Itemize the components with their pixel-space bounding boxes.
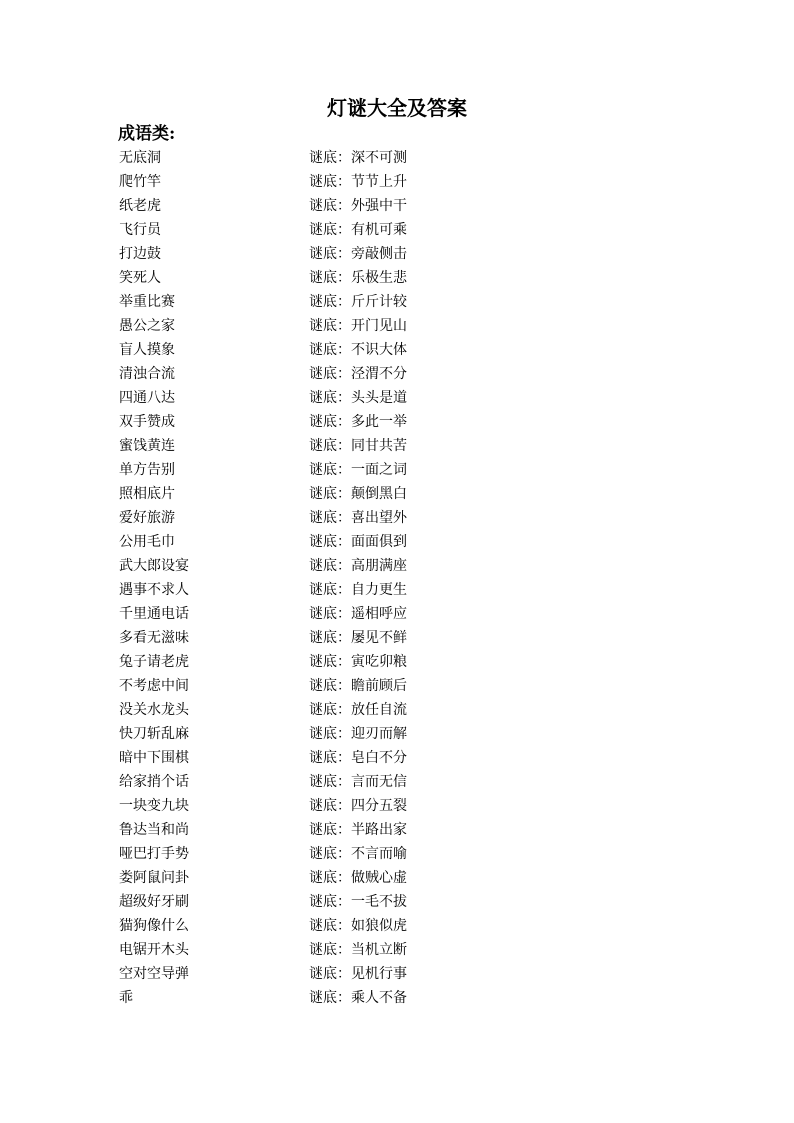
answer-prefix: 谜底： [309,678,351,694]
riddle-question: 爬竹竿 [119,174,161,190]
riddle-row [119,890,539,914]
answer-prefix: 谜底： [309,990,351,1006]
answer-text: 不言而喻 [351,846,407,862]
riddle-question: 单方告别 [119,462,175,478]
answer-prefix: 谜底： [309,894,351,910]
answer-prefix: 谜底： [309,270,351,286]
riddle-question: 四通八达 [119,390,175,406]
answer-prefix: 谜底： [309,630,351,646]
riddle-row [119,650,539,674]
riddle-question: 乖 [119,990,133,1006]
riddle-row [119,842,539,866]
riddle-question: 愚公之家 [119,318,175,334]
riddle-answer [309,242,407,266]
answer-text: 开门见山 [351,318,407,334]
riddle-answer [309,266,407,290]
answer-text: 迎刃而解 [351,726,407,742]
riddle-row [119,530,539,554]
riddle-row [119,818,539,842]
riddle-answer [309,554,407,578]
riddle-question: 清浊合流 [119,366,175,382]
riddle-answer [309,530,407,554]
riddle-row [119,554,539,578]
answer-prefix: 谜底： [309,966,351,982]
riddle-answer [309,962,407,986]
answer-prefix: 谜底： [309,702,351,718]
answer-text: 多此一举 [351,414,407,430]
riddle-answer [309,146,407,170]
answer-text: 寅吃卯粮 [351,654,407,670]
riddle-answer [309,674,407,698]
riddle-row [119,362,539,386]
riddle-question: 给家捎个话 [119,774,189,790]
riddle-answer [309,602,407,626]
riddle-question: 多看无滋味 [119,630,189,646]
answer-prefix: 谜底： [309,870,351,886]
riddle-row [119,482,539,506]
answer-prefix: 谜底： [309,174,351,190]
answer-text: 外强中干 [351,198,407,214]
riddle-answer [309,722,407,746]
riddle-question: 笑死人 [119,270,161,286]
riddle-row [119,962,539,986]
answer-prefix: 谜底： [309,534,351,550]
riddle-answer [309,362,407,386]
riddle-answer [309,434,407,458]
riddle-question: 遇事不求人 [119,582,189,598]
riddle-answer [309,818,407,842]
riddle-answer [309,218,407,242]
riddle-question: 公用毛巾 [119,534,175,550]
section-heading: 成语类: [118,124,176,144]
riddle-question: 猫狗像什么 [119,918,189,934]
riddle-row [119,146,539,170]
riddle-question: 超级好牙刷 [119,894,189,910]
riddle-question: 电锯开木头 [119,942,189,958]
riddle-question: 娄阿鼠问卦 [119,870,189,886]
answer-text: 遥相呼应 [351,606,407,622]
answer-text: 半路出家 [351,822,407,838]
riddle-row [119,266,539,290]
answer-prefix: 谜底： [309,318,351,334]
riddle-question: 爱好旅游 [119,510,175,526]
riddle-row [119,386,539,410]
answer-text: 不识大体 [351,342,407,358]
answer-prefix: 谜底： [309,414,351,430]
riddle-answer [309,866,407,890]
answer-text: 深不可测 [351,150,407,166]
answer-text: 节节上升 [351,174,407,190]
answer-text: 如狼似虎 [351,918,407,934]
riddle-answer [309,194,407,218]
riddle-row [119,602,539,626]
riddle-question: 照相底片 [119,486,175,502]
riddle-answer [309,842,407,866]
riddle-question: 盲人摸象 [119,342,175,358]
riddle-answer [309,506,407,530]
answer-prefix: 谜底： [309,942,351,958]
answer-prefix: 谜底： [309,150,351,166]
answer-prefix: 谜底： [309,366,351,382]
riddle-answer [309,290,407,314]
riddle-question: 一块变九块 [119,798,189,814]
answer-text: 头头是道 [351,390,407,406]
answer-text: 一面之词 [351,462,407,478]
answer-prefix: 谜底： [309,198,351,214]
riddle-question: 无底洞 [119,150,161,166]
riddle-row [119,218,539,242]
riddle-answer [309,746,407,770]
riddle-row [119,578,539,602]
riddle-answer [309,986,407,1010]
riddle-answer [309,794,407,818]
riddle-row [119,194,539,218]
riddle-answer [309,482,407,506]
answer-prefix: 谜底： [309,510,351,526]
riddle-row [119,986,539,1010]
riddle-row [119,770,539,794]
riddle-answer [309,386,407,410]
answer-text: 颠倒黑白 [351,486,407,502]
riddle-question: 打边鼓 [119,246,161,262]
answer-text: 一毛不拔 [351,894,407,910]
riddle-question: 飞行员 [119,222,161,238]
riddle-answer [309,170,407,194]
riddle-row [119,314,539,338]
answer-prefix: 谜底： [309,246,351,262]
answer-prefix: 谜底： [309,438,351,454]
riddle-row [119,338,539,362]
riddle-question: 兔子请老虎 [119,654,189,670]
riddle-question: 纸老虎 [119,198,161,214]
riddle-row [119,698,539,722]
riddle-question: 蜜饯黄连 [119,438,175,454]
answer-text: 同甘共苦 [351,438,407,454]
riddle-question: 鲁达当和尚 [119,822,189,838]
riddle-question: 快刀斩乱麻 [119,726,189,742]
answer-text: 四分五裂 [351,798,407,814]
page-title: 灯谜大全及答案 [327,96,467,120]
riddle-question: 暗中下围棋 [119,750,189,766]
answer-text: 皂白不分 [351,750,407,766]
answer-prefix: 谜底： [309,846,351,862]
answer-prefix: 谜底： [309,462,351,478]
riddle-question: 双手赞成 [119,414,175,430]
answer-prefix: 谜底： [309,558,351,574]
answer-prefix: 谜底： [309,222,351,238]
answer-text: 面面俱到 [351,534,407,550]
answer-prefix: 谜底： [309,390,351,406]
answer-prefix: 谜底： [309,750,351,766]
riddle-row [119,794,539,818]
answer-text: 言而无信 [351,774,407,790]
answer-text: 自力更生 [351,582,407,598]
riddle-row [119,506,539,530]
riddle-answer [309,314,407,338]
riddle-row [119,746,539,770]
answer-prefix: 谜底： [309,654,351,670]
answer-prefix: 谜底： [309,774,351,790]
riddle-question: 哑巴打手势 [119,846,189,862]
riddle-row [119,458,539,482]
answer-prefix: 谜底： [309,606,351,622]
riddle-question: 武大郎设宴 [119,558,189,574]
answer-text: 做贼心虚 [351,870,407,886]
riddle-answer [309,890,407,914]
riddle-row [119,434,539,458]
answer-text: 旁敲侧击 [351,246,407,262]
riddle-answer [309,410,407,434]
riddle-question: 不考虑中间 [119,678,189,694]
riddle-answer [309,770,407,794]
riddle-question: 举重比赛 [119,294,175,310]
riddle-question: 没关水龙头 [119,702,189,718]
riddle-answer [309,458,407,482]
riddle-row [119,722,539,746]
answer-text: 乘人不备 [351,990,407,1006]
riddle-answer [309,626,407,650]
answer-prefix: 谜底： [309,294,351,310]
riddle-question: 空对空导弹 [119,966,189,982]
riddle-row [119,674,539,698]
answer-prefix: 谜底： [309,486,351,502]
riddle-answer [309,938,407,962]
answer-text: 瞻前顾后 [351,678,407,694]
riddle-answer [309,650,407,674]
riddle-row [119,938,539,962]
answer-text: 有机可乘 [351,222,407,238]
answer-text: 见机行事 [351,966,407,982]
answer-prefix: 谜底： [309,342,351,358]
riddle-row [119,242,539,266]
answer-text: 当机立断 [351,942,407,958]
answer-prefix: 谜底： [309,798,351,814]
riddle-list [119,146,539,1010]
riddle-question: 千里通电话 [119,606,189,622]
riddle-answer [309,914,407,938]
riddle-row [119,290,539,314]
answer-prefix: 谜底： [309,918,351,934]
answer-text: 泾渭不分 [351,366,407,382]
answer-text: 斤斤计较 [351,294,407,310]
riddle-answer [309,698,407,722]
answer-text: 放任自流 [351,702,407,718]
riddle-row [119,626,539,650]
answer-prefix: 谜底： [309,822,351,838]
riddle-answer [309,578,407,602]
answer-prefix: 谜底： [309,582,351,598]
riddle-row [119,866,539,890]
riddle-answer [309,338,407,362]
answer-text: 屡见不鲜 [351,630,407,646]
answer-prefix: 谜底： [309,726,351,742]
riddle-row [119,170,539,194]
riddle-row [119,410,539,434]
answer-text: 喜出望外 [351,510,407,526]
answer-text: 乐极生悲 [351,270,407,286]
answer-text: 高朋满座 [351,558,407,574]
riddle-row [119,914,539,938]
